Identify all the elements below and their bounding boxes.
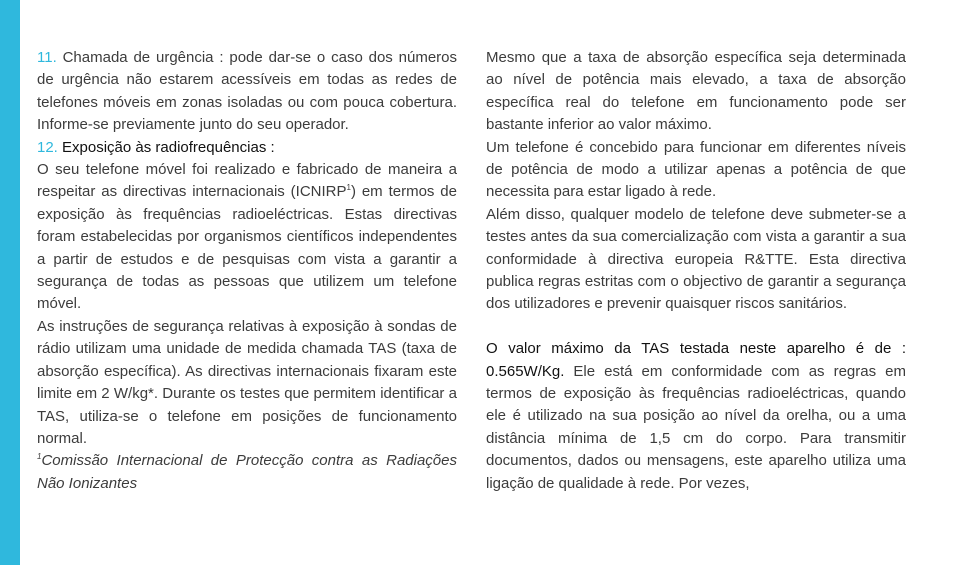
right-paragraph-2: Um telefone é concebido para funcionar em diferentes níveis de potência de modo a utilizar apenas a potência de que necessita para estar ligado à rede. bbox=[486, 138, 906, 201]
item-12-heading bbox=[37, 137, 457, 159]
left-paragraph-2: As instruções de segurança relativas à exposição à sondas de rádio utilizam uma unidade de medida chamada TAS (taxa de absorção específica). As directivas internacionais fixaram este limite em 2 W/kg*. Durante os testes que permitem identificar a TAS, utiliza-se o telefone em posições de funcionamento normal. bbox=[37, 317, 457, 447]
right-paragraph-4 bbox=[486, 338, 906, 495]
item-12-number: 12. bbox=[37, 138, 58, 156]
icnirp-footnote-mark: 1 bbox=[346, 183, 351, 193]
item-12-title: Exposição às radiofrequências : bbox=[57, 138, 275, 156]
footnote-text: Comissão Internacional de Protecção contra as Radiações Não Ionizantes bbox=[37, 452, 457, 492]
right-paragraph-3: Além disso, qualquer modelo de telefone deve submeter-se a testes antes da sua comercialização com vista a garantir a sua conformidade à directiva europeia R&TTE. Esta directiva publica regras estritas com o objectivo de garantir a segurança dos utilizadores e prevenir quaisquer riscos sanitários. bbox=[486, 205, 906, 313]
sar-value-statement: O valor máximo da TAS testada neste aparelho é de : 0.565W/Kg. bbox=[486, 340, 906, 380]
footnote-mark: 1 bbox=[37, 452, 42, 462]
left-p1-before: O seu telefone móvel foi realizado e fabricado de maneira a respeitar as directivas internacionais (ICNIRP bbox=[37, 161, 457, 201]
left-paragraph-1 bbox=[37, 159, 457, 316]
paragraph-gap bbox=[486, 316, 906, 338]
right-column bbox=[486, 47, 906, 495]
right-p4-text: Ele está em conformidade com as regras em termos de exposição às frequências radioeléctricas, quando ele é utilizado na sua posição ao nível da orelha, ou a uma distância mínima de 1,5 cm do corpo. Para transmitir documentos, dados ou mensagens, este aparelho utiliza uma ligação de qualidade à rede. Por vezes, bbox=[486, 362, 906, 492]
left-p1-after: ) em termos de exposição às frequências radioeléctricas. Estas directivas foram estabelecidas por organismos científicos independentes a partir de estudos e de pesquisas com vista a garantir a segurança de todas as pessoas que utilizem um telefone móvel. bbox=[37, 183, 457, 313]
right-paragraph-1: Mesmo que a taxa de absorção específica seja determinada ao nível de potência mais elevado, a taxa de absorção específica real do telefone em funcionamento pode ser bastante inferior ao valor máximo. bbox=[486, 49, 906, 134]
item-11-text: Chamada de urgência : pode dar-se o caso dos números de urgência não estarem acessíveis em todas as redes de telefones móveis em zonas isoladas ou com pouca cobertura. Informe-se previamente junto do seu operador. bbox=[37, 49, 457, 134]
left-column bbox=[37, 47, 457, 495]
accent-side-bar bbox=[0, 0, 20, 565]
item-11-number: 11. bbox=[37, 49, 57, 66]
item-11-paragraph bbox=[37, 47, 457, 137]
footnote bbox=[37, 450, 457, 495]
